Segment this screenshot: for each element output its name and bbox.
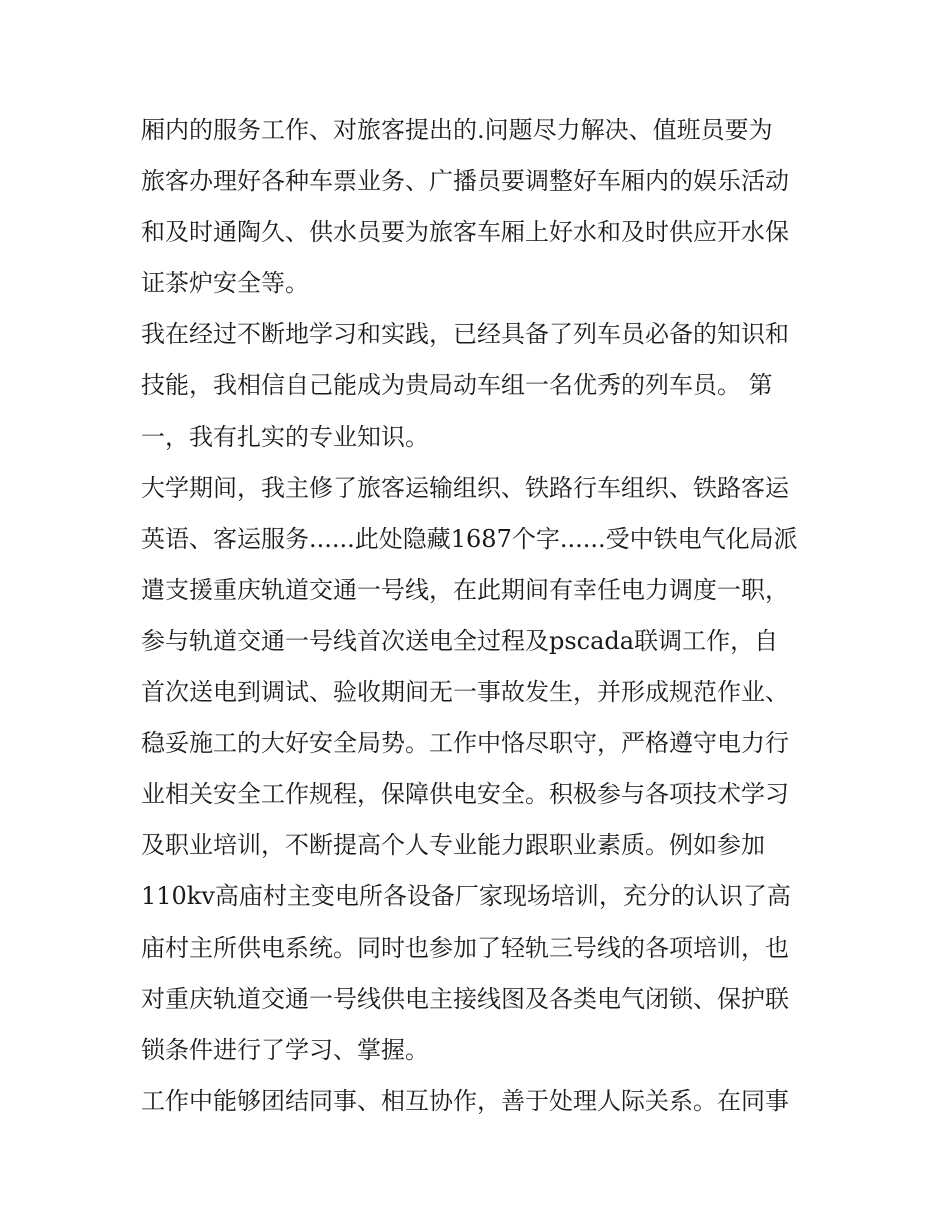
text-line: 锁条件进行了学习、掌握。 xyxy=(141,1035,429,1064)
text-line: 参与轨道交通一号线首次送电全过程及pscada联调工作，自 xyxy=(141,626,779,655)
text-line: 稳妥施工的大好安全局势。工作中恪尽职守，严格遵守电力行 xyxy=(141,729,789,758)
document-body xyxy=(141,105,813,1127)
text-line: 遣支援重庆轨道交通一号线，在此期间有幸任电力调度一职， xyxy=(141,575,789,604)
text-line: 我在经过不断地学习和实践，已经具备了列车员必备的知识和 xyxy=(141,320,789,349)
text-line: 英语、客运服务......此处隐藏1687个字......受中铁电气化局派 xyxy=(141,524,798,553)
text-line: 技能，我相信自己能成为贵局动车组一名优秀的列车员。 第 xyxy=(141,371,773,400)
text-line: 庙村主所供电系统。同时也参加了轻轨三号线的各项培训，也 xyxy=(141,933,789,962)
text-line: 和及时通陶久、供水员要为旅客车厢上好水和及时供应开水保 xyxy=(141,218,789,247)
text-line: 及职业培训，不断提高个人专业能力跟职业素质。例如参加 xyxy=(141,831,765,860)
text-line: 首次送电到调试、验收期间无一事故发生，并形成规范作业、 xyxy=(141,678,789,707)
text-line: 厢内的服务工作、对旅客提出的.问题尽力解决、值班员要为 xyxy=(141,116,773,144)
text-line: 110kv高庙村主变电所各设备厂家现场培训，充分的认识了高 xyxy=(141,882,791,911)
text-line: 大学期间，我主修了旅客运输组织、铁路行车组织、铁路客运 xyxy=(141,473,789,502)
text-line: 工作中能够团结同事、相互协作，善于处理人际关系。在同事 xyxy=(141,1086,789,1115)
text-line: 旅客办理好各种车票业务、广播员要调整好车厢内的娱乐活动 xyxy=(141,167,789,196)
text-line: 一，我有扎实的专业知识。 xyxy=(141,422,429,451)
text-line: 证茶炉安全等。 xyxy=(141,269,309,298)
text-line: 业相关安全工作规程，保障供电安全。积极参与各项技术学习 xyxy=(141,780,789,809)
text-line: 对重庆轨道交通一号线供电主接线图及各类电气闭锁、保护联 xyxy=(141,984,789,1013)
